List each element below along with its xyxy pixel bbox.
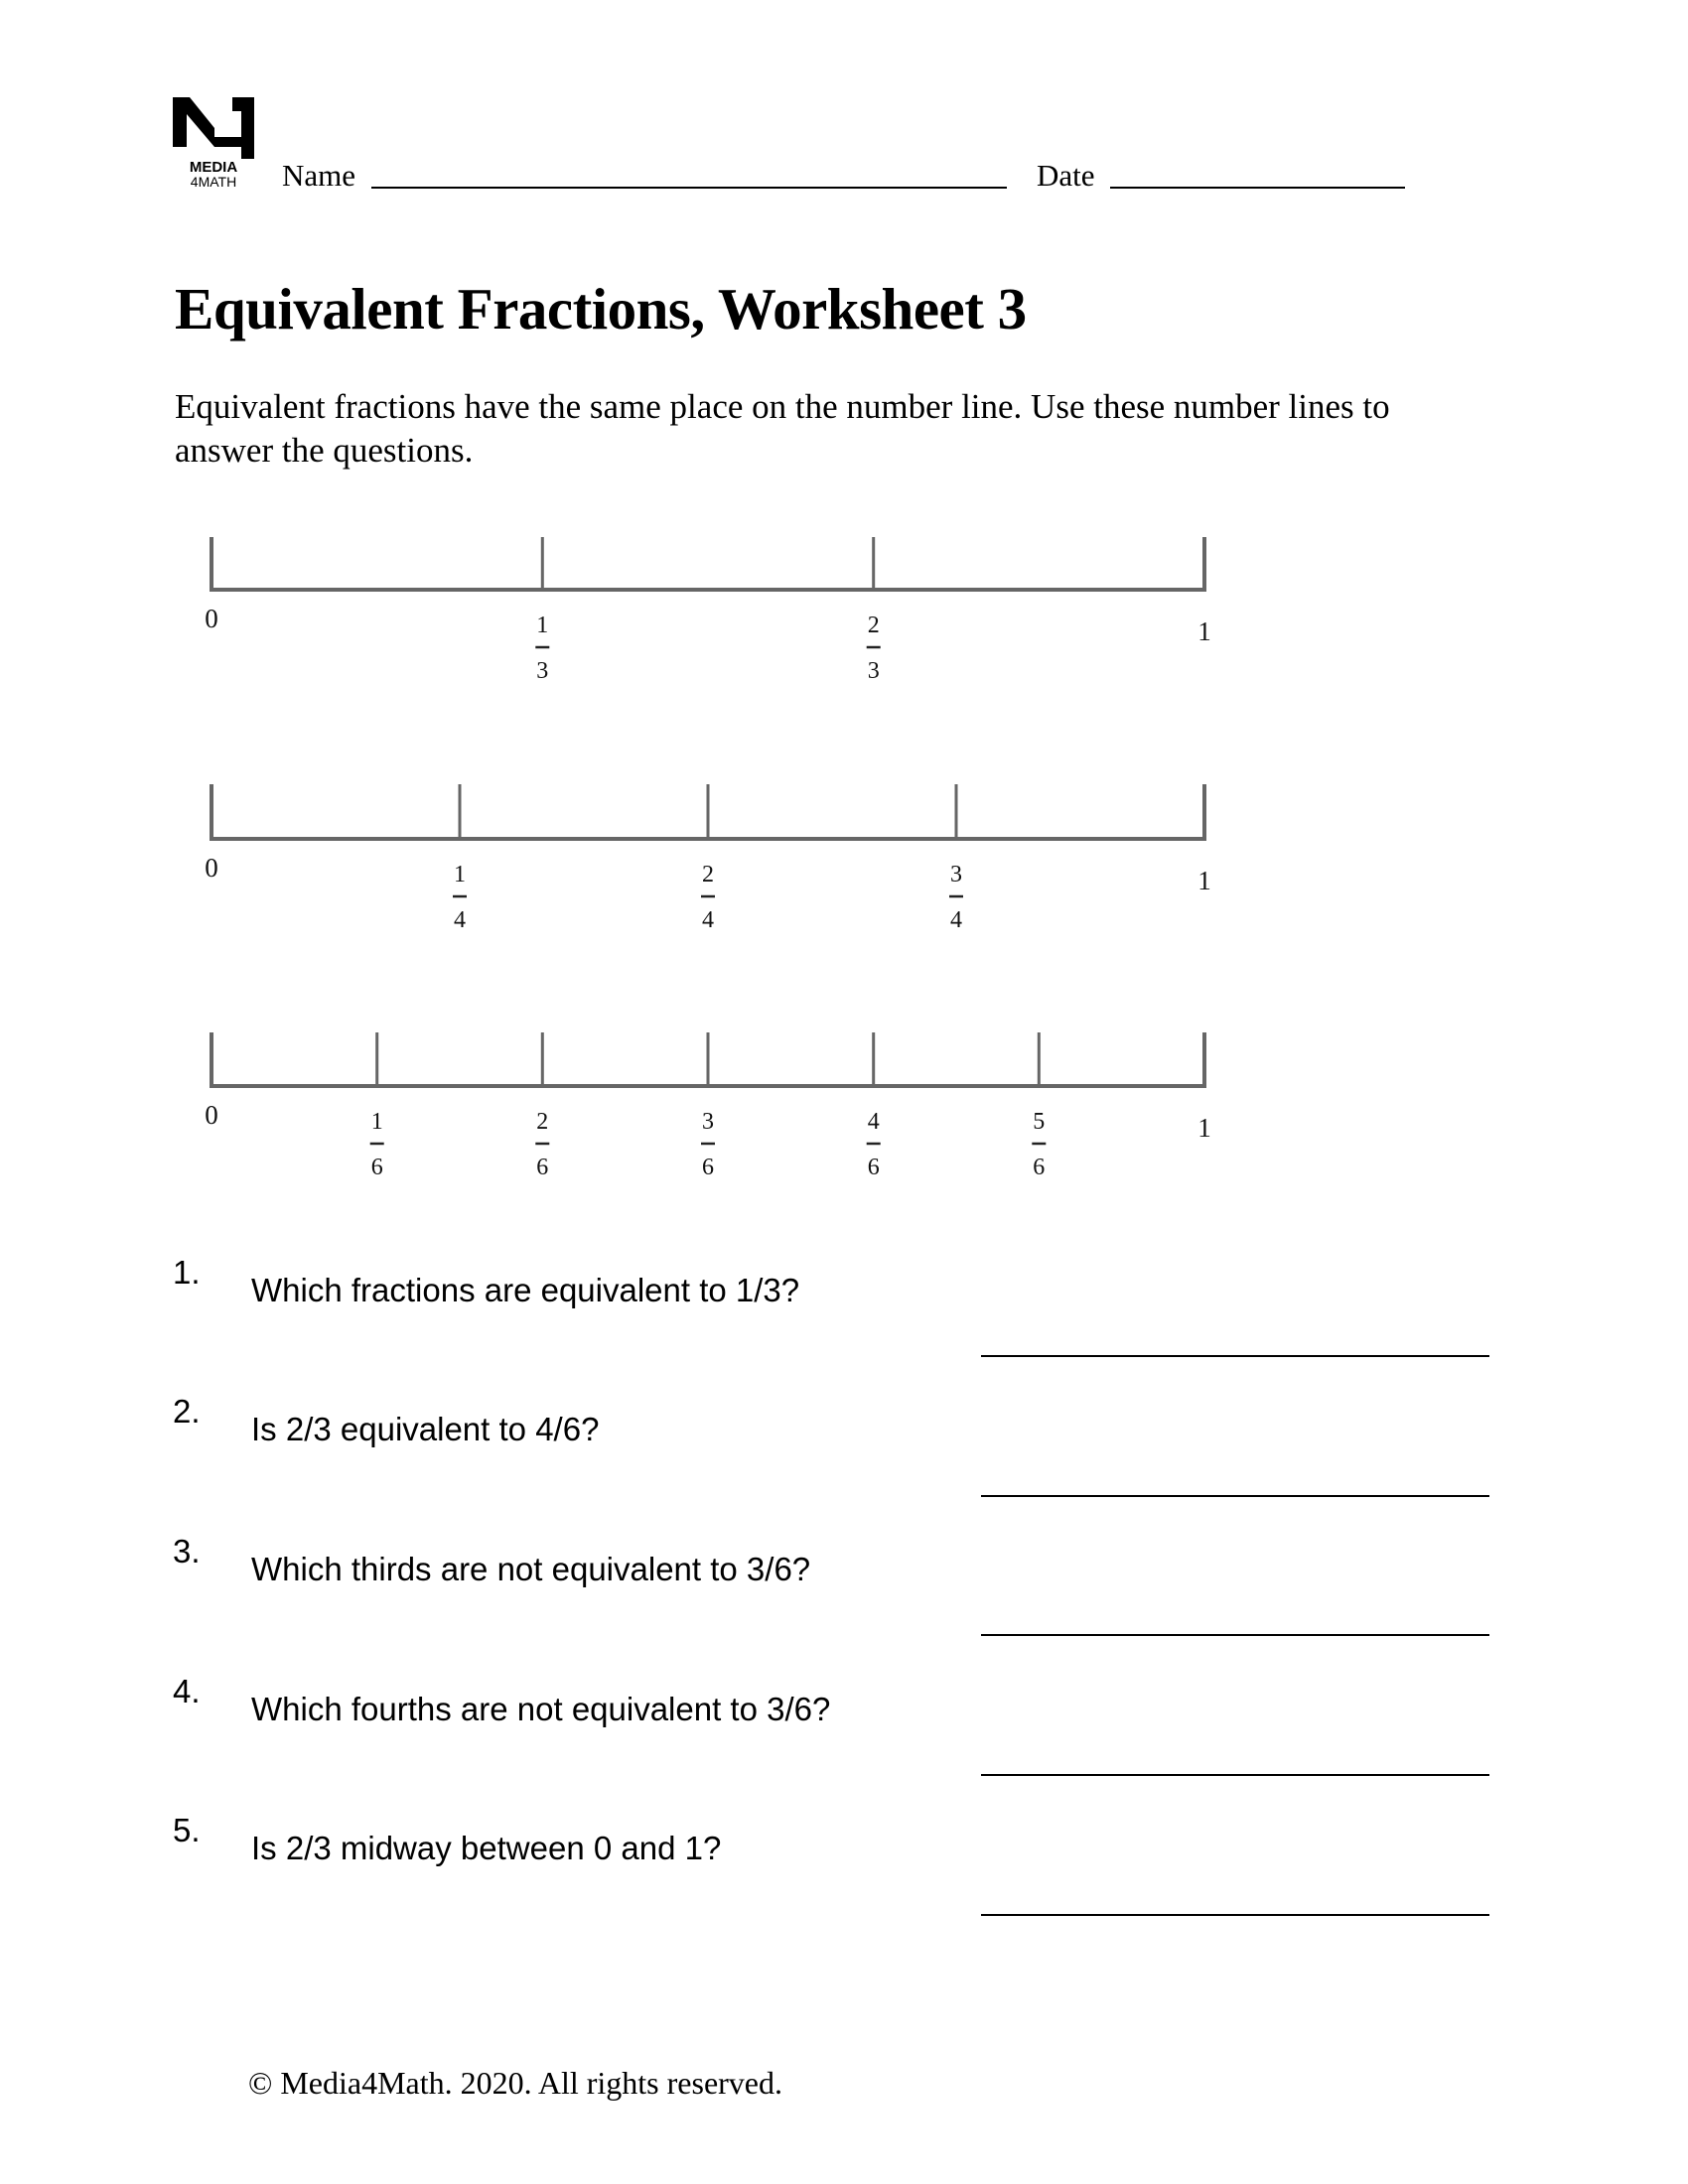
question-number: 2.	[173, 1393, 201, 1430]
answer-line-2[interactable]	[981, 1495, 1489, 1497]
number-line-label-start: 0	[205, 853, 218, 883]
logo-word-media: MEDIA	[189, 159, 238, 176]
number-line-label-end: 1	[1197, 866, 1211, 895]
question-number: 4.	[173, 1673, 201, 1709]
fraction-numerator: 4	[867, 1109, 880, 1135]
fraction-denominator: 6	[702, 1155, 714, 1180]
page-title: Equivalent Fractions, Worksheet 3	[175, 276, 1027, 341]
fraction-numerator: 2	[536, 1109, 549, 1135]
question-number: 1.	[173, 1254, 201, 1291]
number-line-label-end: 1	[1197, 1113, 1211, 1143]
logo-word-4math: 4MATH	[190, 174, 237, 190]
question-number: 5.	[173, 1812, 201, 1848]
fraction-numerator: 1	[536, 613, 549, 638]
question-text: Is 2/3 midway between 0 and 1?	[251, 1830, 722, 1866]
date-label: Date	[1037, 158, 1095, 193]
answer-line-5[interactable]	[981, 1914, 1489, 1916]
question-number: 3.	[173, 1533, 201, 1570]
fraction-numerator: 3	[950, 862, 962, 887]
fraction-denominator: 4	[950, 907, 962, 933]
name-label: Name	[282, 158, 356, 193]
fraction-numerator: 1	[454, 862, 466, 887]
fraction-numerator: 1	[370, 1109, 383, 1135]
number-line-label-start: 0	[205, 1100, 218, 1130]
question-text: Which thirds are not equivalent to 3/6?	[251, 1551, 811, 1587]
fraction-numerator: 3	[702, 1109, 714, 1135]
question-text: Is 2/3 equivalent to 4/6?	[251, 1411, 600, 1447]
answer-line-4[interactable]	[981, 1774, 1489, 1776]
fraction-denominator: 6	[370, 1155, 383, 1180]
fraction-denominator: 4	[454, 907, 466, 933]
fraction-denominator: 6	[867, 1155, 880, 1180]
copyright-footer: © Media4Math. 2020. All rights reserved.	[248, 2065, 782, 2101]
fraction-numerator: 2	[702, 862, 714, 887]
fraction-denominator: 6	[1033, 1155, 1046, 1180]
answer-line-1[interactable]	[981, 1355, 1489, 1357]
instructions: Equivalent fractions have the same place on the number line. Use these number lines to answer the questions.	[175, 387, 1390, 470]
fraction-numerator: 5	[1033, 1109, 1046, 1135]
fraction-denominator: 4	[702, 907, 714, 933]
number-line-label-end: 1	[1197, 616, 1211, 646]
fraction-denominator: 6	[536, 1155, 549, 1180]
fraction-denominator: 3	[536, 658, 549, 684]
question-text: Which fourths are not equivalent to 3/6?	[251, 1691, 831, 1727]
answer-line-3[interactable]	[981, 1634, 1489, 1636]
fraction-denominator: 3	[867, 658, 880, 684]
fraction-numerator: 2	[867, 613, 880, 638]
question-text: Which fractions are equivalent to 1/3?	[251, 1272, 800, 1308]
number-line-label-start: 0	[205, 604, 218, 633]
